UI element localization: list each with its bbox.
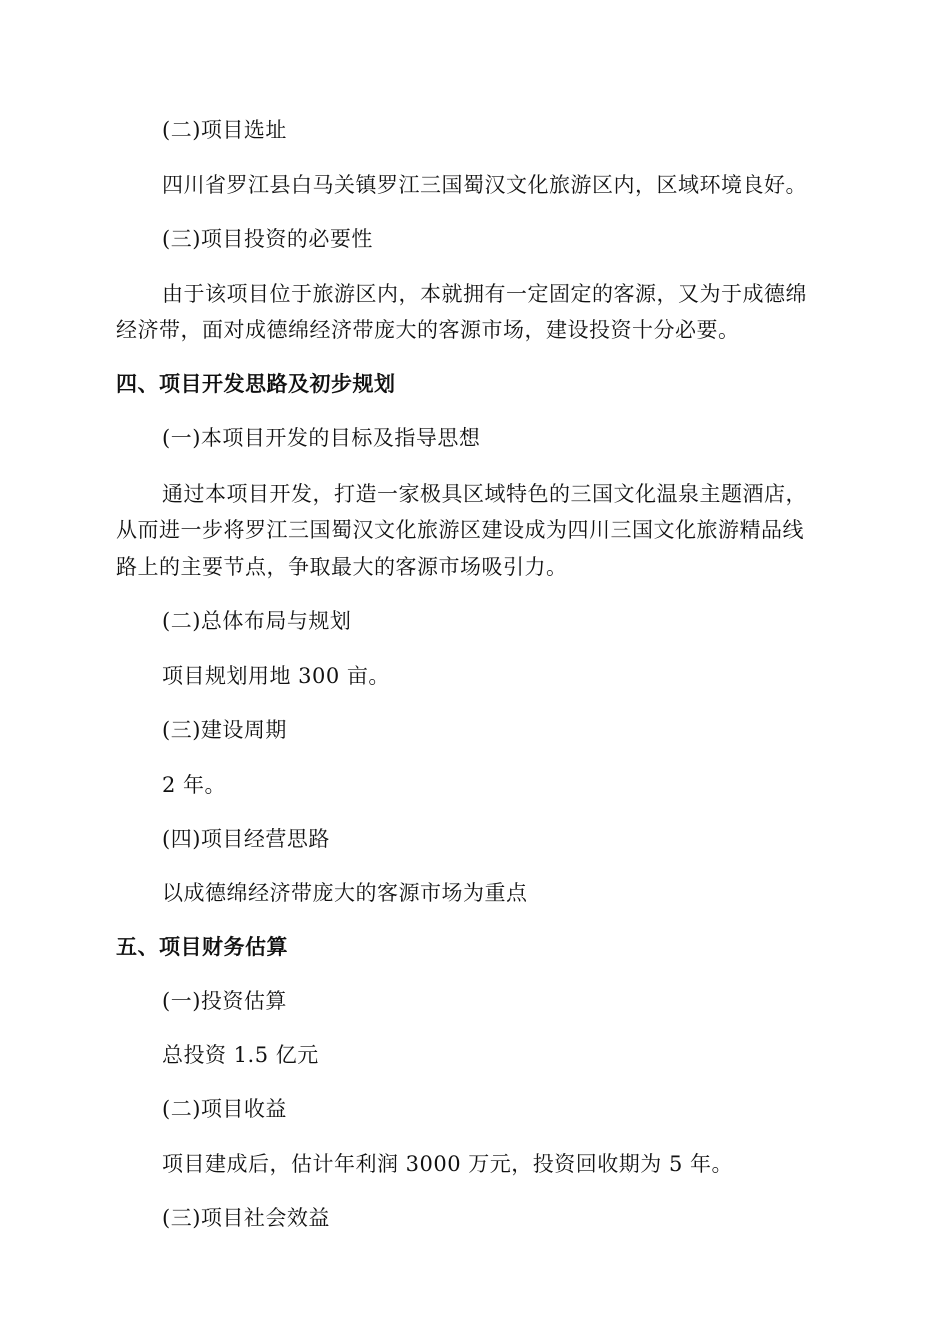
section-heading-5: 五、项目财务估算 [116, 935, 288, 959]
paragraph-operation: 以成德绵经济带庞大的客源市场为重点 [162, 881, 528, 905]
subsection-title-period: (三)建设周期 [162, 718, 287, 742]
paragraph-necessity-line-2: 经济带，面对成德绵经济带庞大的客源市场，建设投资十分必要。 [116, 318, 740, 342]
paragraph-goals-line-3: 路上的主要节点，争取最大的客源市场吸引力。 [116, 555, 568, 579]
subsection-title-investment: (一)投资估算 [162, 989, 287, 1013]
paragraph-goals-line-2: 从而进一步将罗江三国蜀汉文化旅游区建设成为四川三国文化旅游精品线 [116, 518, 804, 542]
subsection-title-goals: (一)本项目开发的目标及指导思想 [162, 426, 481, 450]
subsection-title-operation: (四)项目经营思路 [162, 827, 330, 851]
subsection-title-site: (二)项目选址 [162, 118, 287, 142]
subsection-title-necessity: (三)项目投资的必要性 [162, 227, 373, 251]
section-heading-4: 四、项目开发思路及初步规划 [116, 372, 396, 396]
subsection-title-layout: (二)总体布局与规划 [162, 609, 352, 633]
paragraph-site: 四川省罗江县白马关镇罗江三国蜀汉文化旅游区内，区域环境良好。 [162, 173, 807, 197]
paragraph-necessity-line-1: 由于该项目位于旅游区内，本就拥有一定固定的客源，又为于成德绵 [162, 282, 807, 306]
paragraph-period: 2 年。 [162, 773, 227, 797]
subsection-title-social-benefit: (三)项目社会效益 [162, 1206, 330, 1230]
paragraph-layout: 项目规划用地 300 亩。 [162, 664, 390, 688]
paragraph-revenue: 项目建成后，估计年利润 3000 万元，投资回收期为 5 年。 [162, 1152, 734, 1176]
paragraph-goals-line-1: 通过本项目开发，打造一家极具区域特色的三国文化温泉主题酒店， [162, 482, 807, 506]
subsection-title-revenue: (二)项目收益 [162, 1097, 287, 1121]
paragraph-investment: 总投资 1.5 亿元 [162, 1043, 319, 1067]
